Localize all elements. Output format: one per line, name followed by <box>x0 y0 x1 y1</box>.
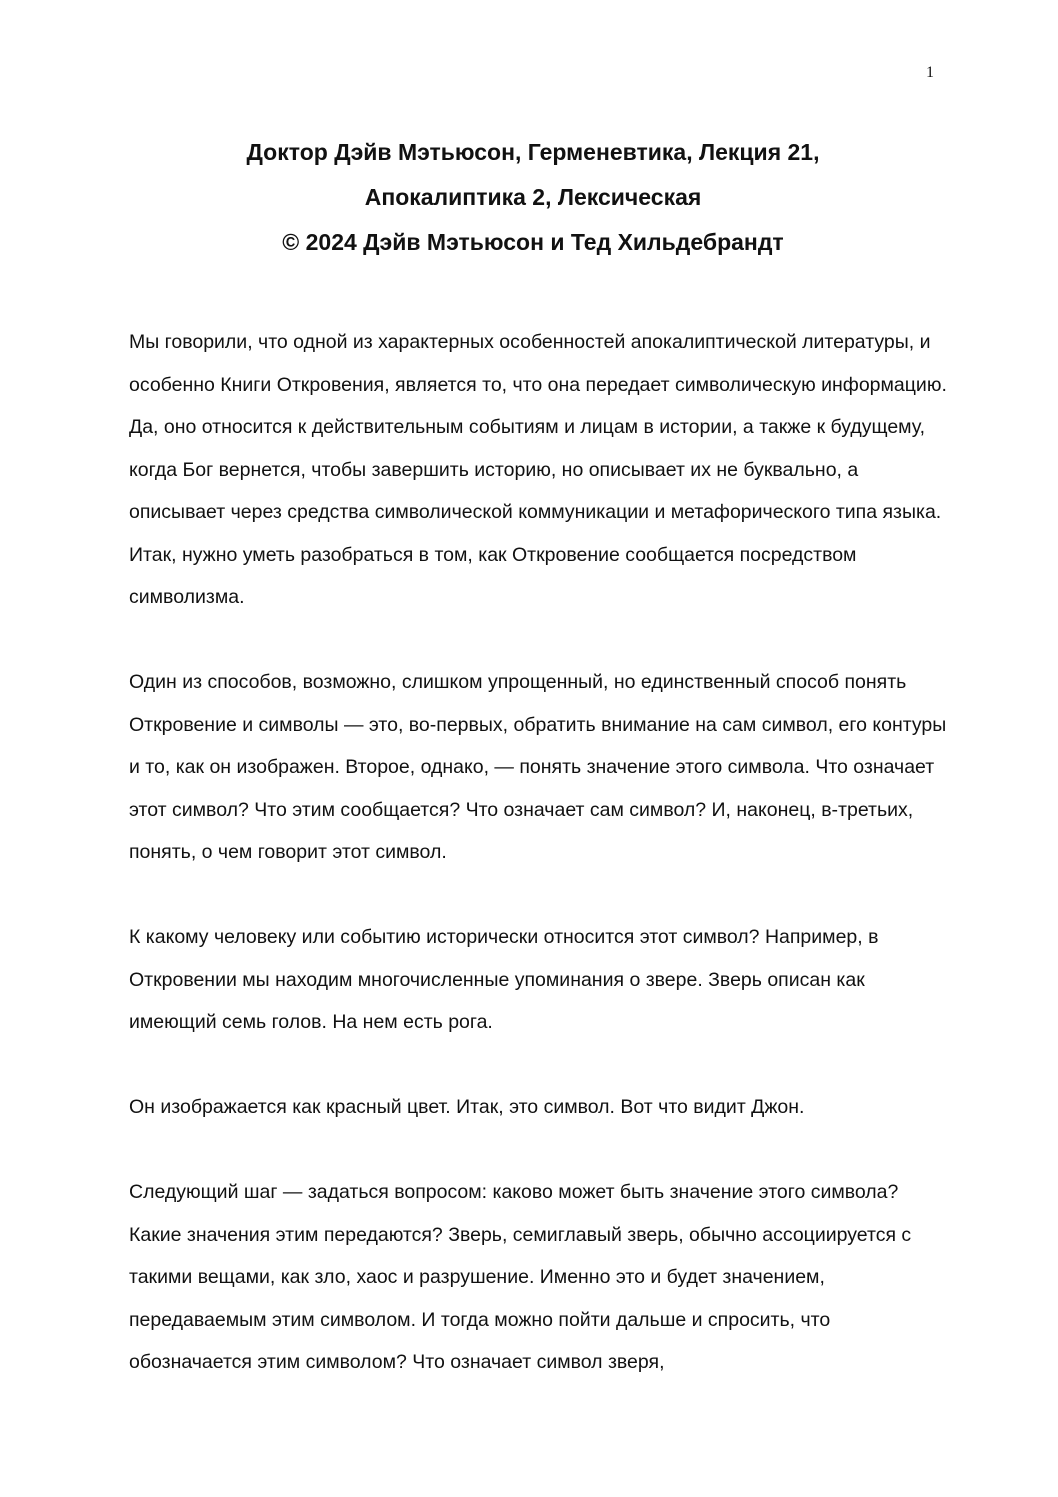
paragraph-1: Мы говорили, что одной из характерных особенностей апокалиптической литературы, и особенно Книги Откровения, является то, что она передает символическую информацию. Да, оно относится к действительным событиям и лицам в истории, а также к будущему, когда Бог вернется, чтобы завершить историю, но описывает их не буквально, а описывает через средства символической коммуникации и метафорического типа языка. Итак, нужно уметь разобраться в том, как Откровение сообщается посредством символизма. <box>129 331 947 608</box>
paragraph-4: Он изображается как красный цвет. Итак, это символ. Вот что видит Джон. <box>129 1096 805 1118</box>
title-line-2: Апокалиптика 2, Лексическая <box>364 184 702 210</box>
title-line-1: Доктор Дэйв Мэтьюсон, Герменевтика, Лекция 21, <box>246 139 820 165</box>
paragraph-5: Следующий шаг — задаться вопросом: каково может быть значение этого символа? Какие значения этим передаются? Зверь, семиглавый зверь, обычно ассоциируется с такими вещами, как зло, хаос и разрушение. Именно это и будет значением, передаваемым этим символом. И тогда можно пойти дальше и спросить, что обозначается этим символом? Что означает символ зверя, <box>129 1181 912 1373</box>
page-number: 1 <box>926 64 934 81</box>
paragraph-3: К какому человеку или событию исторически относится этот символ? Например, в Откровении мы находим многочисленные упоминания о звере. Зверь описан как имеющий семь голов. На нем есть рога. <box>129 926 879 1033</box>
document-title <box>100 130 966 265</box>
title-line-3: © 2024 Дэйв Мэтьюсон и Тед Хильдебрандт <box>282 229 784 255</box>
paragraph-2: Один из способов, возможно, слишком упрощенный, но единственный способ понять Откровение и символы — это, во-первых, обратить внимание на сам символ, его контуры и то, как он изображен. Второе, однако, — понять значение этого символа. Что означает этот символ? Что этим сообщается? Что означает сам символ? И, наконец, в-третьих, понять, о чем говорит этот символ. <box>129 671 947 863</box>
document-body <box>129 321 949 1384</box>
